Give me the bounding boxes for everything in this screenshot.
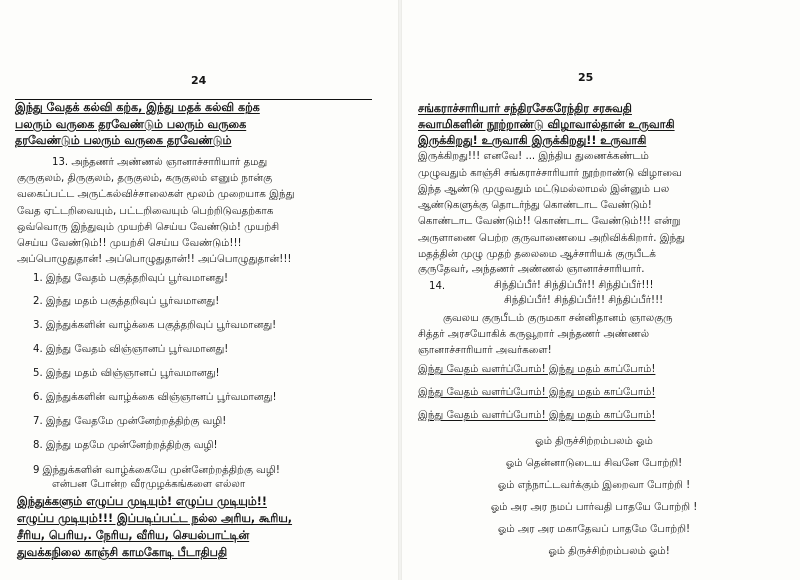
invocation-line: ஓம் தென்னாடுடைய சிவனே போற்றி! — [505, 457, 683, 469]
paragraph-line: இந்த ஆண்டு முழுவதும் மட்டுமல்லாமல் இன்னும் பல — [418, 183, 670, 195]
page-number: 24 — [191, 74, 207, 87]
paragraph-line: மதத்தின் முழு முதற் தலைமை ஆச்சாரியக் குருபீடக் — [418, 248, 656, 260]
list-item: 4. இந்து வேதம் விஞ்ஞானப் பூர்வமானது! — [33, 343, 229, 355]
list-item: 5. இந்து மதம் விஞ்ஞானப் பூர்வமானது! — [33, 367, 220, 379]
slogan-line: இந்து வேதம் வளர்ப்போம்! இந்து மதம் காப்போம்! — [418, 386, 656, 398]
emphasis-line: எழுப்ப முடியும்!!! இப்படிப்பட்ட நல்ல அரிய, கூரிய, — [17, 511, 293, 525]
paragraph-line: செய்ய வேண்டும்!! முயற்சி செய்ய வேண்டும்!!! — [17, 237, 242, 249]
list-item: 6. இந்துக்களின் வாழ்க்கை விஞ்ஞானப் பூர்வமானது! — [33, 391, 277, 403]
paragraph-line: சித்தர் அரசயோகிக் கருவூறார் அந்தணர் அண்ணல் — [418, 328, 650, 340]
header-line: தரவேண்டும் பலரும் வருகை தரவேண்டும் — [15, 133, 232, 147]
paragraph-line: ஞானாச்சாரியார் அவர்களை! — [418, 344, 552, 356]
header-line: சுவாமிகளின் நூற்றாண்டு விழாவால்தான் உருவாகி — [418, 117, 675, 131]
paragraph-line: அப்பொழுதுதான்! அப்பொழுதுதான்!! அப்பொழுதுதான்!!! — [17, 253, 292, 265]
paragraph-line: என்பன போன்ற வீரமுழக்கங்களை எல்லா — [52, 478, 246, 490]
paragraph-line: வேத ஏட்டறிவையும், பட்டறிவையும் பெற்றிடுவதற்காக — [17, 205, 274, 217]
emphasis-line: இந்துக்களும் எழுப்ப முடியும்! எழுப்ப முடியும்!! — [17, 494, 267, 508]
page-number: 25 — [578, 71, 594, 84]
header-line: சங்கராச்சாரியார் சந்திரசேகரேந்திர சரசுவதி — [418, 101, 632, 115]
invocation-line: ஓம் அர அர மகாதேவப் பாதமே போற்றி! — [497, 523, 691, 535]
paragraph-line: ஒவ்வொரு இந்துவும் முயற்சி செய்ய வேண்டும்! முயற்சி — [17, 221, 280, 233]
paragraph-line: குவலய குருபீடம் குருமகா சன்னிதானம் ஞாலகுரு — [443, 312, 673, 324]
slogan-line: இந்து வேதம் வளர்ப்போம்! இந்து மதம் காப்போம்! — [418, 363, 656, 375]
paragraph-line: கொண்டாட வேண்டும்!! கொண்டாட வேண்டும்!!! என்று — [418, 215, 681, 227]
invocation-line: ஓம் திருச்சிற்றம்பலம் ஓம்! — [548, 545, 670, 557]
header-line: இருக்கிறது! உருவாகி இருக்கிறது!! உருவாகி — [418, 133, 647, 147]
list-item: 3. இந்துக்களின் வாழ்க்கை பகுத்தறிவுப் பூர்வமானது! — [33, 319, 277, 331]
list-item: 8. இந்து மதமே முன்னேற்றத்திற்கு வழி! — [33, 439, 218, 451]
invocation-line: ஓம் எந்நாட்டவர்க்கும் இறைவா போற்றி ! — [497, 479, 691, 491]
paragraph-line: ஆண்டுகளுக்கு தொடர்ந்து கொண்டாட வேண்டும்! — [418, 199, 652, 211]
paragraph-line: குருதேவர், அந்தணர் அண்ணல் ஞானாச்சாரியார். — [418, 263, 645, 275]
invocation-line: ஓம் அர அர நமப் பார்வதி பாதயே போற்றி ! — [490, 501, 698, 513]
paragraph-line: இருக்கிறது!!! எனவே! ... இந்திய துணைக்கண்டம் — [418, 150, 649, 162]
list-item: 7. இந்து வேதமே முன்னேற்றத்திற்கு வழி! — [33, 415, 227, 427]
think-line: சிந்திப்பீர்! சிந்திப்பீர்!! சிந்திப்பீர்!!! — [494, 279, 654, 291]
paragraph-line: வகைப்பட்ட அருட்கல்விச்சாலைகள் மூலம் முறையாக இந்து — [17, 188, 295, 200]
header-line: இந்து வேதக் கல்வி கற்க, இந்து மதக் கல்வி கற்க — [15, 100, 260, 114]
invocation-line: ஓம் திருச்சிற்றம்பலம் ஓம் — [535, 435, 653, 447]
list-item: 1. இந்து வேதம் பகுத்தறிவுப் பூர்வமானது! — [33, 272, 229, 284]
paragraph-line: முழுவதும் காஞ்சி சங்கராச்சாரியார் நூற்றாண்டு விழாவை — [418, 167, 682, 179]
item-number: 14. — [429, 280, 446, 292]
list-item: 9 இந்துக்களின் வாழ்க்கையே முன்னேற்றத்திற்கு வழி! — [33, 464, 280, 476]
emphasis-line: சீரிய, பெரிய,. நேரிய, வீரிய, செயல்பாட்டின் — [17, 528, 250, 542]
paragraph-line: 13. அந்தணர் அண்ணல் ஞானாச்சாரியார் தமது — [52, 156, 268, 168]
header-line: பலரும் வருகை தரவேண்டும் பலரும் வருகை — [15, 117, 247, 131]
emphasis-line: துவக்கநிலை காஞ்சி காமகோடி பீடாதிபதி — [17, 545, 228, 559]
right-page — [400, 0, 800, 580]
think-line: சிந்திப்பீர்! சிந்திப்பீர்!! சிந்திப்பீர்!!! — [504, 294, 664, 306]
paragraph-line: அருளாணை பெற்ற குருவாணையை அறிவிக்கிறார். இந்து — [418, 232, 686, 244]
paragraph-line: குருகுலம், திருகுலம், தருகுலம், கருகுலம் எனும் நான்கு — [17, 172, 273, 184]
list-item: 2. இந்து மதம் பகுத்தறிவுப் பூர்வமானது! — [33, 295, 220, 307]
slogan-line: இந்து வேதம் வளர்ப்போம்! இந்து மதம் காப்போம்! — [418, 409, 656, 421]
